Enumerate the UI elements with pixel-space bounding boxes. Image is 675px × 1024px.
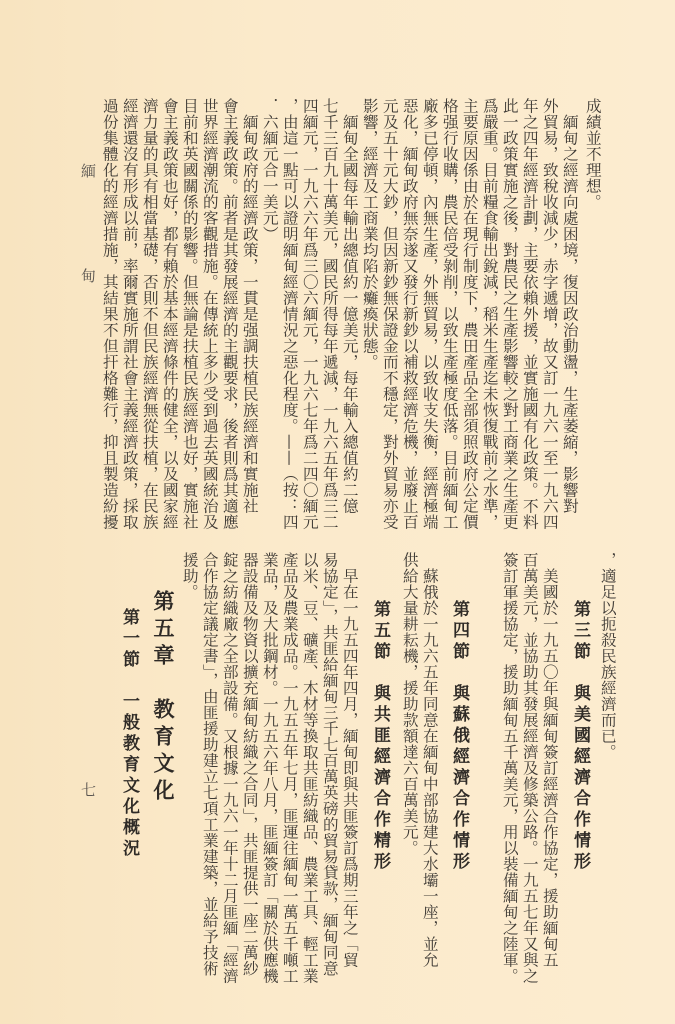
section-heading-3: 第三節 與美國經濟合作情形 (570, 600, 590, 873)
text-column: 廠多已停頓，內無生產，外無貿易，以致收支失衡，經濟極端 (420, 98, 439, 530)
text-column: 簽訂軍援協定，援助緬甸五千萬美元，用以裝備緬甸之陸軍。 (500, 552, 519, 984)
text-column: 緬甸全國每年輸出總值約一億美元，每年輸入總值約二億 (340, 98, 359, 514)
text-column: 緬甸之經濟向處困境，復因政治動盪，生產萎縮，影響對 (560, 98, 579, 514)
text-column: 主要原因係由於在現行制度下，農田產品全部須照政府公定價 (460, 98, 479, 530)
chapter-heading: 第五章 教育文化 (151, 590, 176, 806)
text-column: 產品及農業成品。一九五五年七月，匪運往緬甸一萬五千噸工 (280, 552, 299, 984)
text-column: 爲嚴重。目前糧食輸出銳減，稻米生產迄未恢復戰前之水準， (480, 98, 499, 530)
text-column: 援助。 (180, 552, 199, 600)
text-column: 年之四年經濟計劃，主要依賴外援，並實施國有化政策。不料 (520, 98, 539, 530)
text-column: 蘇俄於一九六五年同意在緬甸中部協建大水壩一座，並允 (420, 552, 439, 968)
text-column: 緬甸政府的經濟政策，一貫是强調扶植民族經濟和實施社 (240, 98, 259, 514)
text-column: 業品，及大批鋼材。一九五六年八月，匪緬簽訂「關於供應機 (260, 552, 279, 984)
text-column: 美國於一九五〇年與緬甸簽訂經濟合作協定，援助緬甸五 (540, 552, 559, 968)
text-column: 濟力量的具有相當基礎，否則不但民族經濟無從扶植，在民族 (140, 98, 159, 530)
text-column: 以米、豆、礦產、木材等換取共匪紡織品、農業工具、輕工業 (300, 552, 319, 984)
text-column: 元及五十元大鈔，但因新鈔無保證金而不穩定，對外貿易亦受 (380, 98, 399, 530)
text-column: ．六緬元合一美元） (260, 98, 279, 242)
text-column: 百萬美元，並協助其發展經濟及修築公路。一九五七年又與之 (520, 552, 539, 984)
text-column: 經濟還沒有形成以前，率爾實施所謂社會主義經濟政策，採取 (120, 98, 139, 530)
text-column: 早在一九五四年四月，緬甸即與共匪簽訂爲期三年之「貿 (340, 552, 359, 968)
text-column: 惡化，緬甸政府無奈遂又發行新鈔以補救經濟危機，並廢止百 (400, 98, 419, 530)
text-column: 合作協定議定書」，由匪援助建立七項工業建築，並給予技術 (200, 552, 219, 977)
text-column: 會主義政策。前者是其發展經濟的主觀要求，後者則爲其適應 (220, 98, 239, 530)
text-column: 器設備及物資以擴充緬甸紡織之合同」，共匪提供一座二萬紗 (240, 552, 259, 977)
text-column: 此一政策實施之後，對農民之生產影響較之對工商業之生產更 (500, 98, 519, 530)
page-number: 七 (79, 782, 97, 797)
text-column: 過份集體化的經濟措施，其結果不但扞格難行，抑且製造紛擾 (100, 98, 119, 530)
section-heading-4: 第四節 與蘇俄經濟合作情形 (449, 600, 469, 873)
text-column: 影響，經濟及工商業均陷於癱瘓狀態。 (360, 98, 379, 370)
text-column: 目前和英國關係的影響。但無論是扶植民族經濟也好，實施社 (180, 98, 199, 530)
text-column: 外貿易，致稅收減少，赤字遞增，故又訂一九六一至一九六四 (540, 98, 559, 530)
text-column: 會主義政策也好，都有賴於基本經濟條件的健全，以及國家經 (160, 98, 179, 530)
text-column: ，適足以扼殺民族經濟而已。 (598, 552, 617, 760)
section-heading-5: 第五節 與共匪經濟合作精形 (370, 600, 390, 873)
text-column: 格强行收購，農民倍受剝削，以致生產極度低落。目前緬甸工 (440, 98, 459, 530)
text-column: 錠之紡織廠之全部設備。又根據一九六一年十二月匪緬「經濟 (220, 552, 239, 984)
text-column: 供給大量耕耘機，援助款額達六百萬美元。 (400, 552, 419, 856)
text-column: 四緬元，一九六六年爲三〇六緬元，一九六七年爲二四〇緬元 (300, 98, 319, 530)
running-header-char-1: 緬 (79, 163, 97, 178)
running-header-char-2: 甸 (79, 268, 97, 283)
text-column: 易協定」，共匪給緬甸三千七百萬英磅的貿易貸款，緬甸同意 (320, 552, 339, 977)
text-column: 世界經濟潮流的客觀措施。在傳統上多少受到過去英國統治及 (200, 98, 219, 530)
section-heading-1: 第一節 一般教育文化概況 (119, 608, 139, 860)
text-column: ，由這一點可以證明緬甸經濟情況之惡化程度。——（按：四 (280, 98, 299, 530)
text-column: 七千三百九十萬美元，國民所得每年遞減，一九六五年爲三二 (320, 98, 339, 530)
text-column: 成績並不理想。 (583, 98, 602, 210)
